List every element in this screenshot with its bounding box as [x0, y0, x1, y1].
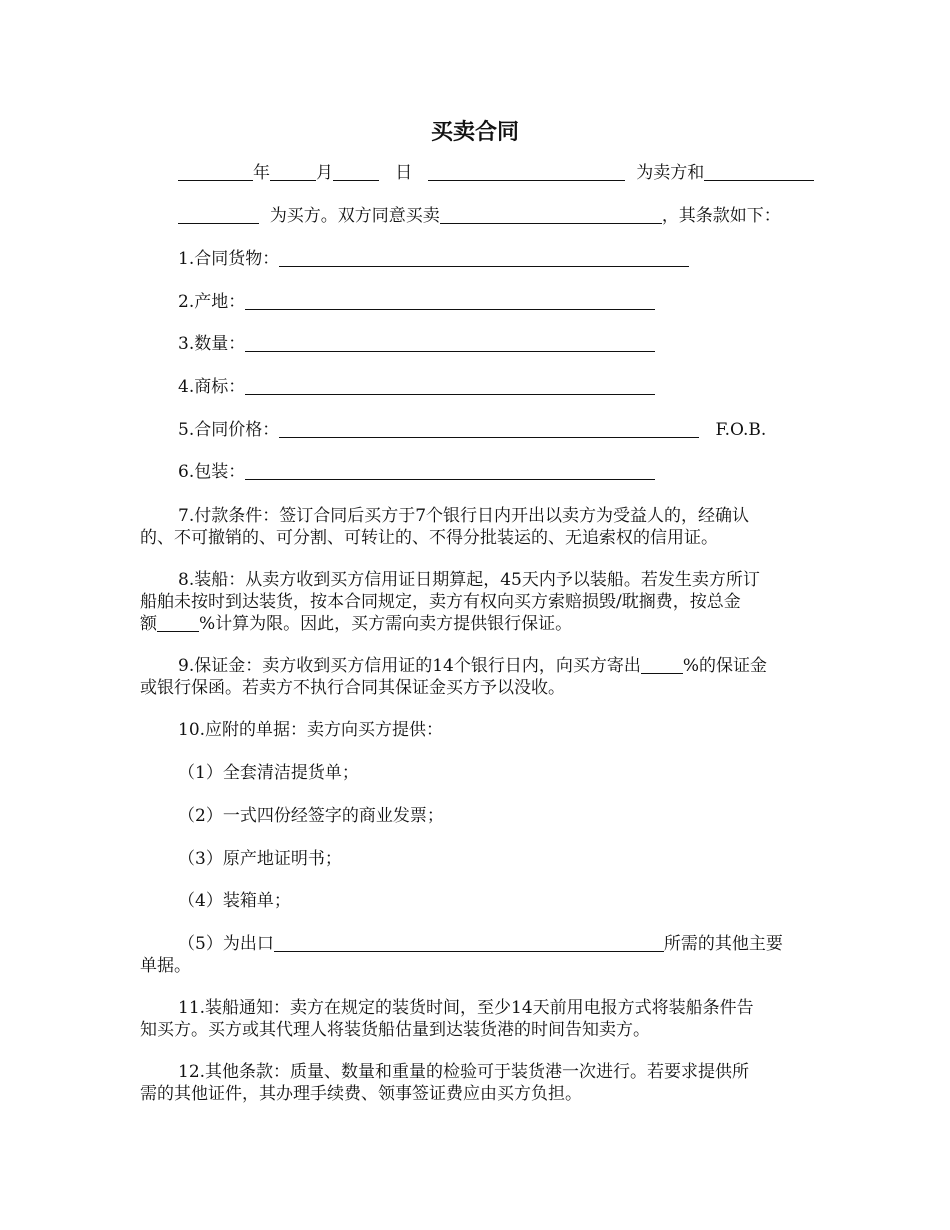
doc-item-2: （2）一式四份经签字的商业发票；: [178, 806, 444, 826]
field-brand: [178, 376, 655, 398]
field-brand-label: 4.商标：: [178, 377, 246, 397]
clause-8-amount-label: 额: [140, 614, 157, 634]
clause-12-line-1: 12.其他条款：质量、数量和重量的检验可于装货港一次进行。若要求提供所: [178, 1062, 750, 1082]
clause-8-tail: %计算为限。因此，买方需向卖方提供银行保证。: [199, 614, 573, 634]
terms-label: ，其条款如下：: [661, 206, 781, 226]
doc-item-4: （4）装箱单；: [178, 891, 291, 911]
origin-blank[interactable]: [245, 292, 655, 310]
quantity-blank[interactable]: [245, 334, 655, 352]
doc-item-5-tail: 所需的其他主要: [663, 934, 783, 954]
clause-12-line-2: 需的其他证件，其办理手续费、领事签证费应由买方负担。: [140, 1084, 582, 1104]
month-blank[interactable]: [270, 163, 316, 181]
field-quantity-label: 3.数量：: [178, 334, 246, 354]
doc-item-5-head: （5）为出口: [178, 934, 274, 954]
clause-7-line-2: 的、不可撤销的、可分割、可转让的、不得分批装运的、无追索权的信用证。: [140, 528, 718, 548]
doc-item-1: （1）全套清洁提货单；: [178, 763, 359, 783]
field-origin-label: 2.产地：: [178, 292, 246, 312]
day-blank[interactable]: [333, 163, 379, 181]
goods-sale-blank[interactable]: [440, 206, 662, 224]
price-blank[interactable]: [279, 420, 699, 438]
month-label: 月: [316, 163, 333, 183]
buyer-label: 为买方。双方同意买卖: [269, 206, 440, 226]
field-goods-label: 1.合同货物：: [178, 249, 280, 269]
doc-item-5-line-2: 单据。: [140, 956, 191, 976]
field-goods: [178, 248, 689, 270]
field-origin: [178, 291, 655, 313]
clause-8-line-2: 船舶未按时到达装货，按本合同规定，卖方有权向买方索赔损毁/耽搁费，按总金: [140, 592, 741, 612]
seller-blank[interactable]: [428, 163, 625, 181]
seller-label: 为卖方和: [636, 163, 705, 183]
document-title: 买卖合同: [430, 120, 519, 145]
deposit-percent-blank[interactable]: [641, 656, 683, 674]
clause-11-line-1: 11.装船通知：卖方在规定的装货时间，至少14天前用电报方式将装船条件告: [178, 998, 754, 1018]
clause-9-head: 9.保证金：卖方收到买方信用证的14个银行日内，向买方寄出: [178, 656, 641, 676]
field-quantity: [178, 333, 655, 355]
buyer-name-blank[interactable]: [704, 163, 814, 181]
field-packing: [178, 461, 655, 483]
clause-8-line-1: 8.装船：从卖方收到买方信用证日期算起，45天内予以装船。若发生卖方所订: [178, 570, 760, 590]
header-parties-line: [178, 205, 781, 227]
doc-item-5: [178, 933, 783, 955]
buyer-blank[interactable]: [178, 206, 259, 224]
year-blank[interactable]: [178, 163, 253, 181]
price-terms: F.O.B.: [715, 420, 767, 440]
field-packing-label: 6.包装：: [178, 462, 246, 482]
clause-9-tail: %的保证金: [682, 656, 768, 676]
doc-item-3: （3）原产地证明书；: [178, 849, 342, 869]
clause-9-line-1: [178, 655, 767, 677]
clause-9-line-2: 或银行保函。若卖方不执行合同其保证金买方予以没收。: [140, 678, 565, 698]
export-country-blank[interactable]: [274, 934, 664, 952]
field-price-label: 5.合同价格：: [178, 420, 280, 440]
year-label: 年: [253, 163, 270, 183]
clause-8-line-3: [140, 613, 572, 635]
day-label: 日: [395, 163, 413, 183]
header-date-line: [178, 162, 814, 184]
goods-blank[interactable]: [279, 249, 689, 267]
clause-10-heading: 10.应附的单据：卖方向买方提供：: [178, 720, 444, 740]
packing-blank[interactable]: [245, 462, 655, 480]
damage-percent-blank[interactable]: [157, 614, 199, 632]
field-price: [178, 419, 766, 441]
clause-7-line-1: 7.付款条件：签订合同后买方于7个银行日内开出以卖方为受益人的，经确认: [178, 506, 750, 526]
clause-11-line-2: 知买方。买方或其代理人将装货船估量到达装货港的时间告知卖方。: [140, 1020, 650, 1040]
brand-blank[interactable]: [245, 377, 655, 395]
